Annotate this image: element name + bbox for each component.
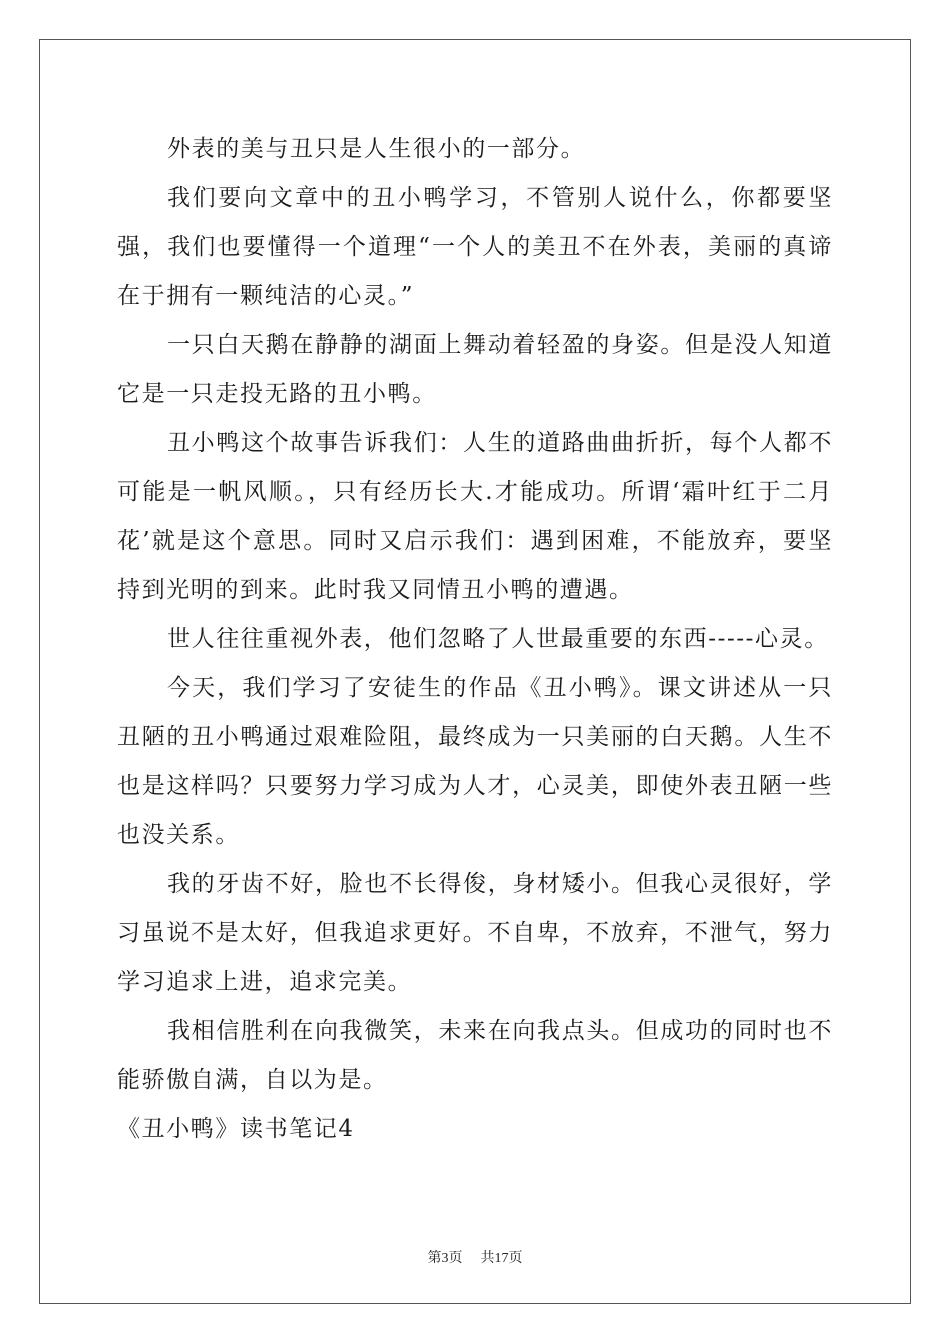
paragraph: 我们要向文章中的丑小鸭学习，不管别人说什么，你都要坚强，我们也要懂得一个道理“一个人的美丑不在外表，美丽的真谛在于拥有一颗纯洁的心灵。” (117, 185, 833, 309)
page-number: 第3页 (427, 1251, 463, 1266)
paragraph: 我相信胜利在向我微笑，未来在向我点头。但成功的同时也不能骄傲自满，自以为是。 (117, 1018, 833, 1093)
paragraph: 一只白天鹅在静静的湖面上舞动着轻盈的身姿。但是没人知道它是一只走投无路的丑小鸭。 (117, 332, 833, 407)
paragraph: 我的牙齿不好，脸也不长得俊，身材矮小。但我心灵很好，学习虽说不是太好，但我追求更好。不自卑，不放弃，不泄气，努力学习追求上进，追求完美。 (117, 871, 833, 995)
paragraph: 外表的美与丑只是人生很小的一部分。 (167, 136, 586, 162)
paragraph: 今天，我们学习了安徒生的作品《丑小鸭》。课文讲述从一只丑陋的丑小鸭通过艰难险阻，最终成为一只美丽的白天鹅。人生不也是这样吗？只要努力学习成为人才，心灵美，即使外表丑陋一些也没关系。 (117, 675, 833, 848)
page-footer (0, 1247, 950, 1267)
section-heading: 《丑小鸭》读书笔记4 (117, 1116, 355, 1142)
paragraph: 丑小鸭这个故事告诉我们：人生的道路曲曲折折，每个人都不可能是一帆风顺。，只有经历长大.才能成功。所谓‘霜叶红于二月花’就是这个意思。同时又启示我们：遇到困难，不能放弃，要坚持到光明的到来。此时我又同情丑小鸭的遭遇。 (117, 430, 833, 603)
document-body (117, 125, 833, 1154)
paragraph: 世人往往重视外表，他们忽略了人世最重要的东西-----心灵。 (167, 626, 829, 652)
page-total: 共17页 (480, 1251, 523, 1266)
